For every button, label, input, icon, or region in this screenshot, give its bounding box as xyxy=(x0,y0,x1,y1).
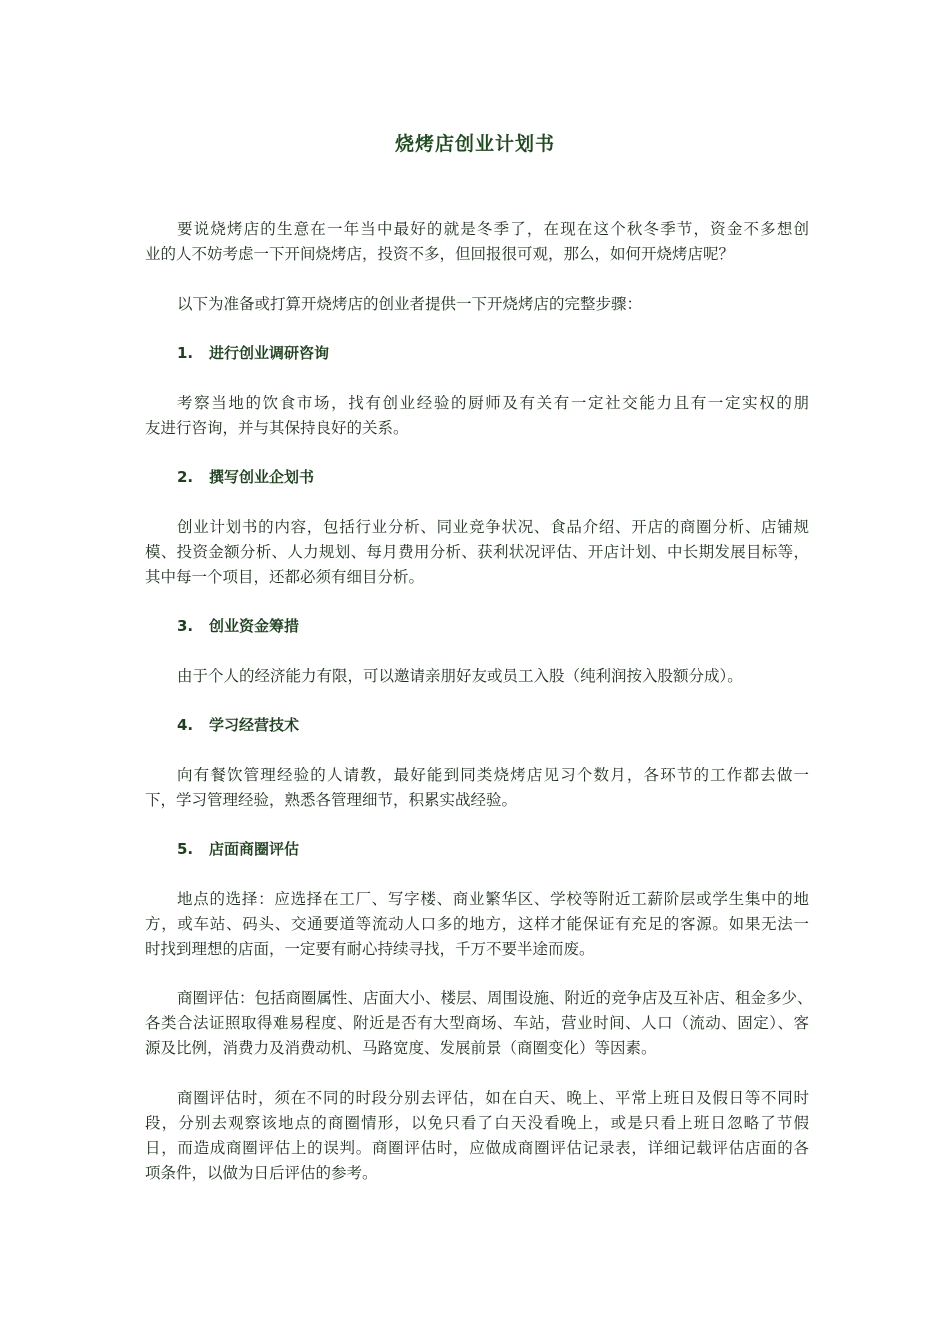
paragraph-line: 创业计划书的内容，包括行业分析、同业竞争状况、食品介绍、开店的商圈分析、店铺规 xyxy=(177,517,809,536)
paragraph xyxy=(145,986,813,1061)
section-number: 4. xyxy=(177,716,194,734)
section-number: 5. xyxy=(177,840,194,858)
section-title: 创业资金筹措 xyxy=(209,617,300,635)
paragraph xyxy=(145,515,809,590)
paragraph-line: 下，学习管理经验，熟悉各管理细节，积累实战经验。 xyxy=(145,790,518,809)
paragraph xyxy=(145,887,809,962)
paragraph-line: 以下为准备或打算开烧烤店的创业者提供一下开烧烤店的完整步骤： xyxy=(177,294,643,313)
section-heading xyxy=(145,341,809,366)
section-title: 撰写创业企划书 xyxy=(209,468,315,486)
section-title: 店面商圈评估 xyxy=(209,840,300,858)
section-number: 1. xyxy=(177,344,194,362)
paragraph-line: 由于个人的经济能力有限，可以邀请亲朋好友或员工入股（纯利润按入股额分成）。 xyxy=(177,666,743,685)
paragraph-line: 段，分别去观察该地点的商圈情形，以免只看了白天没看晚上，或是只看上班日忽略了节假 xyxy=(145,1113,809,1132)
section-number: 3. xyxy=(177,617,194,635)
paragraph-line: 时找到理想的店面，一定要有耐心持续寻找，千万不要半途而废。 xyxy=(145,939,595,958)
paragraph-line: 考察当地的饮食市场，找有创业经验的厨师及有关有一定社交能力且有一定实权的朋 xyxy=(177,393,809,412)
section-heading xyxy=(145,837,809,862)
document-title: 烧烤店创业计划书 xyxy=(394,133,555,155)
paragraph-line: 各类合法证照取得难易程度、附近是否有大型商场、车站，营业时间、人口（流动、固定）、客 xyxy=(145,1014,809,1032)
paragraph-line: 源及比例，消费力及消费动机、马路宽度、发展前景（商圈变化）等因素。 xyxy=(145,1039,657,1057)
paragraph-line: 方，或车站、码头、交通要道等流动人口多的地方，这样才能保证有充足的客源。如果无法一 xyxy=(145,914,809,933)
paragraph-line: 项条件，以做为日后评估的参考。 xyxy=(145,1163,378,1182)
paragraph xyxy=(145,1086,809,1186)
section-heading xyxy=(145,713,809,738)
document-body xyxy=(145,217,813,1210)
paragraph-line: 业的人不妨考虑一下开间烧烤店，投资不多，但回报很可观，那么，如何开烧烤店呢？ xyxy=(145,245,735,263)
paragraph-line: 商圈评估：包括商圈属性、店面大小、楼层、周围设施、附近的竞争店及互补店、租金多少、 xyxy=(177,989,813,1007)
paragraph-line: 模、投资金额分析、人力规划、每月费用分析、获利状况评估、开店计划、中长期发展目标等， xyxy=(145,542,809,561)
section-title: 进行创业调研咨询 xyxy=(209,344,330,362)
paragraph-line: 日，而造成商圈评估上的误判。商圈评估时，应做成商圈评估记录表，详细记载评估店面的各 xyxy=(145,1138,809,1157)
paragraph-line: 商圈评估时，须在不同的时段分别去评估，如在白天、晚上、平常上班日及假日等不同时 xyxy=(177,1088,809,1107)
paragraph-line: 要说烧烤店的生意在一年当中最好的就是冬季了，在现在这个秋冬季节，资金不多想创 xyxy=(177,220,809,238)
paragraph-line: 地点的选择：应选择在工厂、写字楼、商业繁华区、学校等附近工薪阶层或学生集中的地 xyxy=(177,889,809,908)
paragraph xyxy=(145,217,809,267)
section-title: 学习经营技术 xyxy=(209,716,300,734)
paragraph xyxy=(145,391,809,441)
section-heading xyxy=(145,465,809,490)
section-number: 2. xyxy=(177,468,194,486)
paragraph-line: 友进行咨询，并与其保持良好的关系。 xyxy=(145,418,409,437)
paragraph xyxy=(145,292,809,317)
paragraph xyxy=(145,763,809,813)
paragraph-line: 向有餐饮管理经验的人请教，最好能到同类烧烤店见习个数月，各环节的工作都去做一 xyxy=(177,765,809,784)
paragraph-line: 其中每一个项目，还都必须有细目分析。 xyxy=(145,567,425,586)
section-heading xyxy=(145,614,809,639)
paragraph xyxy=(145,664,809,689)
